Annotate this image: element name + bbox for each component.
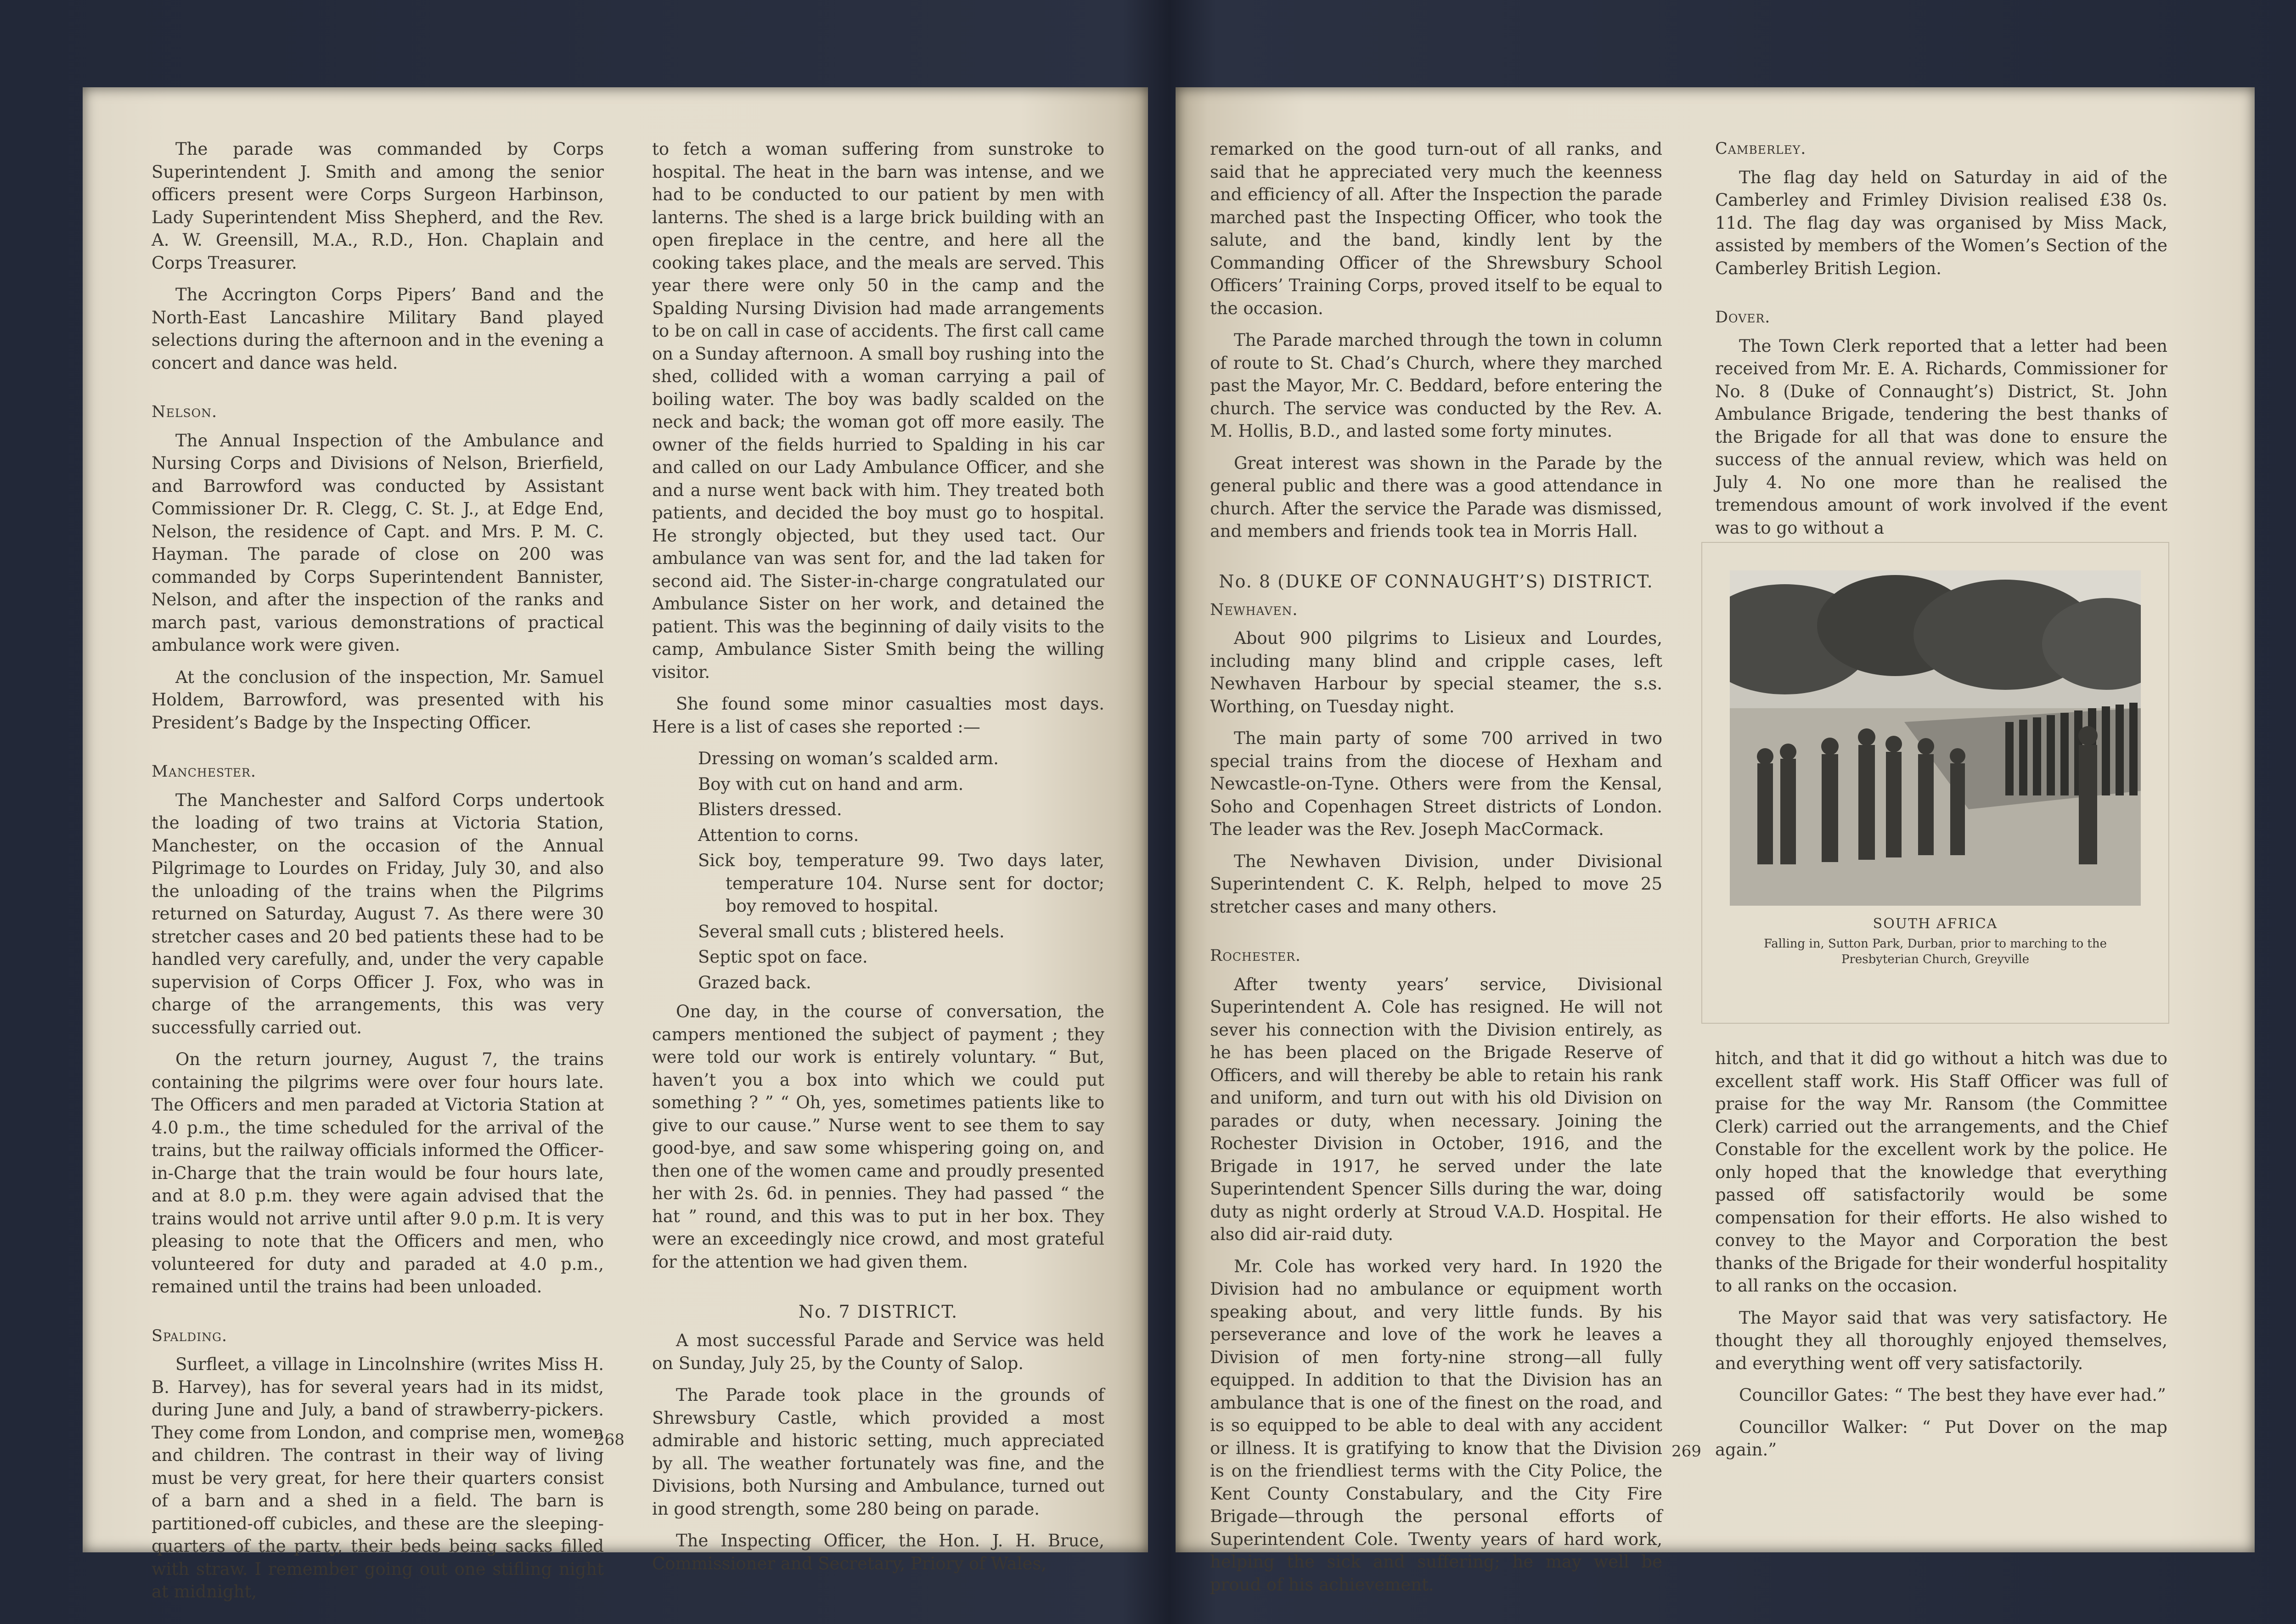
case-list <box>652 747 1104 994</box>
paragraph: remarked on the good turn-out of all ranks, and said that he appreciated very much the keenness and efficiency of all. After the Inspection the parade marched past the Inspecting Officer, who took the salute, and the band, kindly lent by the Commanding Officer of the Shrewsbury School Officers’ Training Corps, proved itself to be equal to the occasion. <box>1210 139 1662 318</box>
paragraph: A most successful Parade and Service was held on Sunday, July 25, by the County of Salop. <box>652 1331 1104 1373</box>
list-item: Several small cuts ; blistered heels. <box>698 921 1005 942</box>
paragraph: She found some minor casualties most days. Here is a list of cases she reported :— <box>652 694 1104 737</box>
paragraph: About 900 pilgrims to Lisieux and Lourdes, including many blind and cripple cases, left Newhaven Harbour by special steamer, the s.s. Worthing, on Tuesday night. <box>1210 628 1662 716</box>
list-item: Attention to corns. <box>698 825 859 845</box>
paragraph: The parade was commanded by Corps Superintendent J. Smith and among the senior officers present were Corps Surgeon Harbinson, Lady Superintendent Miss Shepherd, and the Rev. A. W. Greensill, M.A., R.D., Hon. Chaplain and Corps Treasurer. <box>152 139 604 273</box>
section-heading-dover: Dover. <box>1715 308 1771 327</box>
list-item: Boy with cut on hand and arm. <box>698 774 964 794</box>
paragraph: On the return journey, August 7, the trains containing the pilgrims were over four hours late. The Officers and men paraded at Victoria Station at 4.0 p.m., the time scheduled for the arrival of the trains, but the railway officials informed the Officer-in-Charge that the train would be four hours late, and at 8.0 p.m. they were again advised that the trains would not arrive until after 9.0 p.m. It is very pleasing to note that the Officers and men, who volunteered for duty and paraded at 4.0 p.m., remained until the trains had been unloaded. <box>152 1049 604 1297</box>
list-item: Blisters dressed. <box>698 800 842 819</box>
paragraph: The flag day held on Saturday in aid of the Camberley and Frimley Division realised £38 0s. 11d. The flag day was organised by Miss Mack, assisted by members of the Women’s Section of the Camberley British Legion. <box>1715 167 2167 278</box>
column-2 <box>652 138 1104 1584</box>
paragraph: At the conclusion of the inspection, Mr. Samuel Holdem, Barrowford, was presented with his President’s Badge by the Inspecting Officer. <box>152 667 604 733</box>
paragraph: Councillor Gates: “ The best they have ever had.” <box>1739 1385 2166 1405</box>
column-4-top <box>1715 138 2167 548</box>
section-heading-spalding: Spalding. <box>152 1326 228 1345</box>
paragraph: Mr. Cole has worked very hard. In 1920 the Division had no ambulance or equipment worth speaking about, and very little funds. By his perseverance and love of the work he leaves a Division of men forty-nine strong—all fully equipped. In addition to that the Division has an ambulance that is one of the finest on the road, and is so equipped to be able to deal with any accident or illness. It is gratifying to know that the Division is on the friendliest terms with the City Police, the Kent County Constabulary, and the City Fire Brigade—through the personal efforts of Superintendent Cole. Twenty years of hard work, helping the sick and suffering; he may well be proud of his achievement. <box>1210 1256 1662 1595</box>
photo-parade-durban <box>1730 570 2141 906</box>
section-heading-camberley: Camberley. <box>1715 140 1806 158</box>
page-number-left: 268 <box>595 1431 625 1449</box>
paragraph: The Parade took place in the grounds of Shrewsbury Castle, which provided a most admirable and historic setting, much appreciated by all. The weather fortunately was fine, and the Divisions, both Nursing and Ambulance, turned out in good strength, some 280 being on parade. <box>652 1385 1104 1519</box>
paragraph: The Town Clerk reported that a letter had been received from Mr. E. A. Richards, Commissioner for No. 8 (Duke of Connaught’s) District, St. John Ambulance Brigade, tendering the best thanks of the Brigade for all that was done to ensure the success of the annual review, which was held on July 4. No one more than he realised the tremendous amount of work involved if the event was to go without a <box>1715 336 2167 538</box>
column-1 <box>152 138 604 1613</box>
section-heading-nelson: Nelson. <box>152 403 218 421</box>
paragraph: Great interest was shown in the Parade by the general public and there was a good attendance in church. After the service the Parade was dismissed, and members and friends took tea in Morris Hall. <box>1210 453 1662 541</box>
paragraph: The Parade marched through the town in column of route to St. Chad’s Church, where they marched past the Mayor, Mr. C. Beddard, before entering the church. The service was conducted by the Rev. A. M. Hollis, B.D., and lasted some forty minutes. <box>1210 330 1662 441</box>
paragraph: The Newhaven Division, under Divisional Superintendent C. K. Relph, helped to move 25 stretcher cases and many others. <box>1210 851 1662 917</box>
paragraph: The main party of some 700 arrived in two special trains from the diocese of Hexham and Newcastle-on-Tyne. Others were from the Kensal, Soho and Copenhagen Street districts of London. The leader was the Rev. Joseph MacCormack. <box>1210 728 1662 839</box>
parade-photo-illustration <box>1730 570 2141 906</box>
paragraph: to fetch a woman suffering from sunstroke to hospital. The heat in the barn was intense, and we had to be conducted to our patient by men with lanterns. The shed is a large brick building with an open fireplace in the centre, and here all the cooking takes place, and the meals are served. This year there were only 50 in the camp and the Spalding Nursing Division had made arrangements to be on call in case of accidents. The first call came on a Sunday afternoon. A small boy rushing into the shed, collided with a woman carrying a pail of boiling water. The boy was badly scalded on the neck and back; the woman got off more easily. The owner of the fields hurried to Spalding in his car and called on our Lady Ambulance Officer, and she and a nurse went back with him. They treated both patients, and decided the boy must go to hospital. He strongly objected, but they used tact. Our ambulance van was sent for, and the lad taken for second aid. The Sister-in-charge congratulated our Ambulance Sister on her work, and detained the patient. This was the beginning of daily visits to the camp, Ambulance Sister Smith being the willing visitor. <box>652 139 1104 682</box>
section-heading-district-7: No. 7 DISTRICT. <box>798 1302 958 1322</box>
paragraph: The Annual Inspection of the Ambulance and Nursing Corps and Divisions of Nelson, Brierfield, and Barrowford was conducted by Assistant Commissioner Dr. R. Clegg, C. St. J., at Edge End, Nelson, the residence of Capt. and Mrs. P. M. C. Hayman. The parade of close on 200 was commanded by Corps Superintendent Bannister, Nelson, and after the inspection of the ranks and march past, various demonstrations of practical ambulance work were given. <box>152 430 604 655</box>
figure-title: SOUTH AFRICA <box>1873 916 1998 932</box>
list-item: Dressing on woman’s scalded arm. <box>698 749 999 768</box>
list-item: Septic spot on face. <box>698 947 868 967</box>
paragraph: The Accrington Corps Pipers’ Band and the North-East Lancashire Military Band played selections during the afternoon and in the evening a concert and dance was held. <box>152 285 604 373</box>
paragraph: Surfleet, a village in Lincolnshire (writes Miss H. B. Harvey), has for several years had in its midst, during June and July, a band of strawberry-pickers. They come from London, and comprise men, women and children. The contrast in their way of living must be very great, for here their quarters consist of a barn and a shed in a field. The barn is partitioned-off cubicles, and these are the sleeping-quarters of the party, their beds being sacks filled with straw. I remember going out one stifling night at midnight, <box>152 1354 604 1601</box>
figure-caption: Falling in, Sutton Park, Durban, prior to marching to the Presbyterian Church, Greyville <box>1764 937 2107 966</box>
paragraph: The Manchester and Salford Corps undertook the loading of two trains at Victoria Station, Manchester, on the occasion of the Annual Pilgrimage to Lourdes on Friday, July 30, and also the unloading of the trains when the Pilgrims returned on Saturday, August 7. As there were 30 stretcher cases and 20 bed patients these had to be handled very carefully, and, under the very capable supervision of Corps Officer J. Fox, who was in charge of the arrangements, this was very successfully carried out. <box>152 790 604 1038</box>
page-number-right: 269 <box>1671 1442 1701 1460</box>
photo-figure <box>1701 542 2169 1024</box>
paragraph: hitch, and that it did go without a hitch was due to excellent staff work. His Staff Officer was full of praise for the way Mr. Ransom (the Committee Clerk) carried out the arrangements, and the Chief Constable for the excellent work by the police. He only hoped that the knowledge that everything passed off satisfactorily would be some compensation for their efforts. He also wished to convey to the Mayor and Corporation the best thanks of the Brigade for their wonderful hospitality to all ranks on the occasion. <box>1715 1049 2167 1296</box>
section-heading-newhaven: Newhaven. <box>1210 600 1298 619</box>
list-item: Grazed back. <box>698 972 811 992</box>
column-3 <box>1210 138 1662 1605</box>
paragraph: After twenty years’ service, Divisional Superintendent A. Cole has resigned. He will not sever his connection with the Division entirely, as he has been placed on the Brigade Reserve of Officers, and will thereby be able to retain his rank and uniform, and turn out with his old Division on parades or duty, when necessary. Joining the Rochester Division in October, 1916, and the Brigade in 1917, he served under the late Superintendent Spencer Sills during the war, doing duty as night orderly at Stroud V.A.D. Hospital. He also did air-raid duty. <box>1210 974 1662 1244</box>
section-heading-manchester: Manchester. <box>152 762 256 781</box>
section-heading-district-8: No. 8 (DUKE OF CONNAUGHT’S) DISTRICT. <box>1219 571 1654 592</box>
list-item: Sick boy, temperature 99. Two days later, temperature 104. Nurse sent for doctor; boy removed to hospital. <box>698 851 1104 916</box>
column-4-bottom <box>1715 1047 2167 1471</box>
paragraph: One day, in the course of conversation, the campers mentioned the subject of payment ; they were told our work is entirely voluntary. “ But, haven’t you a box into which we could put something ? ” “ Oh, yes, sometimes patients like to give to our cause.” Nurse went to see them to say good-bye, and saw some whispering going on, and then one of the women came and proudly presented her with 2s. 6d. in pennies. They had passed “ the hat ” round, and this was to put in her box. They were an exceedingly nice crowd, and most grateful for the attention we had given them. <box>652 1002 1104 1272</box>
section-heading-rochester: Rochester. <box>1210 947 1301 965</box>
paragraph: The Inspecting Officer, the Hon. J. H. Bruce, Commissioner and Secretary, Priory of Wales, <box>652 1531 1104 1573</box>
paragraph: The Mayor said that was very satisfactory. He thought they all thoroughly enjoyed themselves, and everything went off very satisfactorily. <box>1715 1308 2167 1373</box>
paragraph: Councillor Walker: “ Put Dover on the map again.” <box>1715 1417 2167 1460</box>
